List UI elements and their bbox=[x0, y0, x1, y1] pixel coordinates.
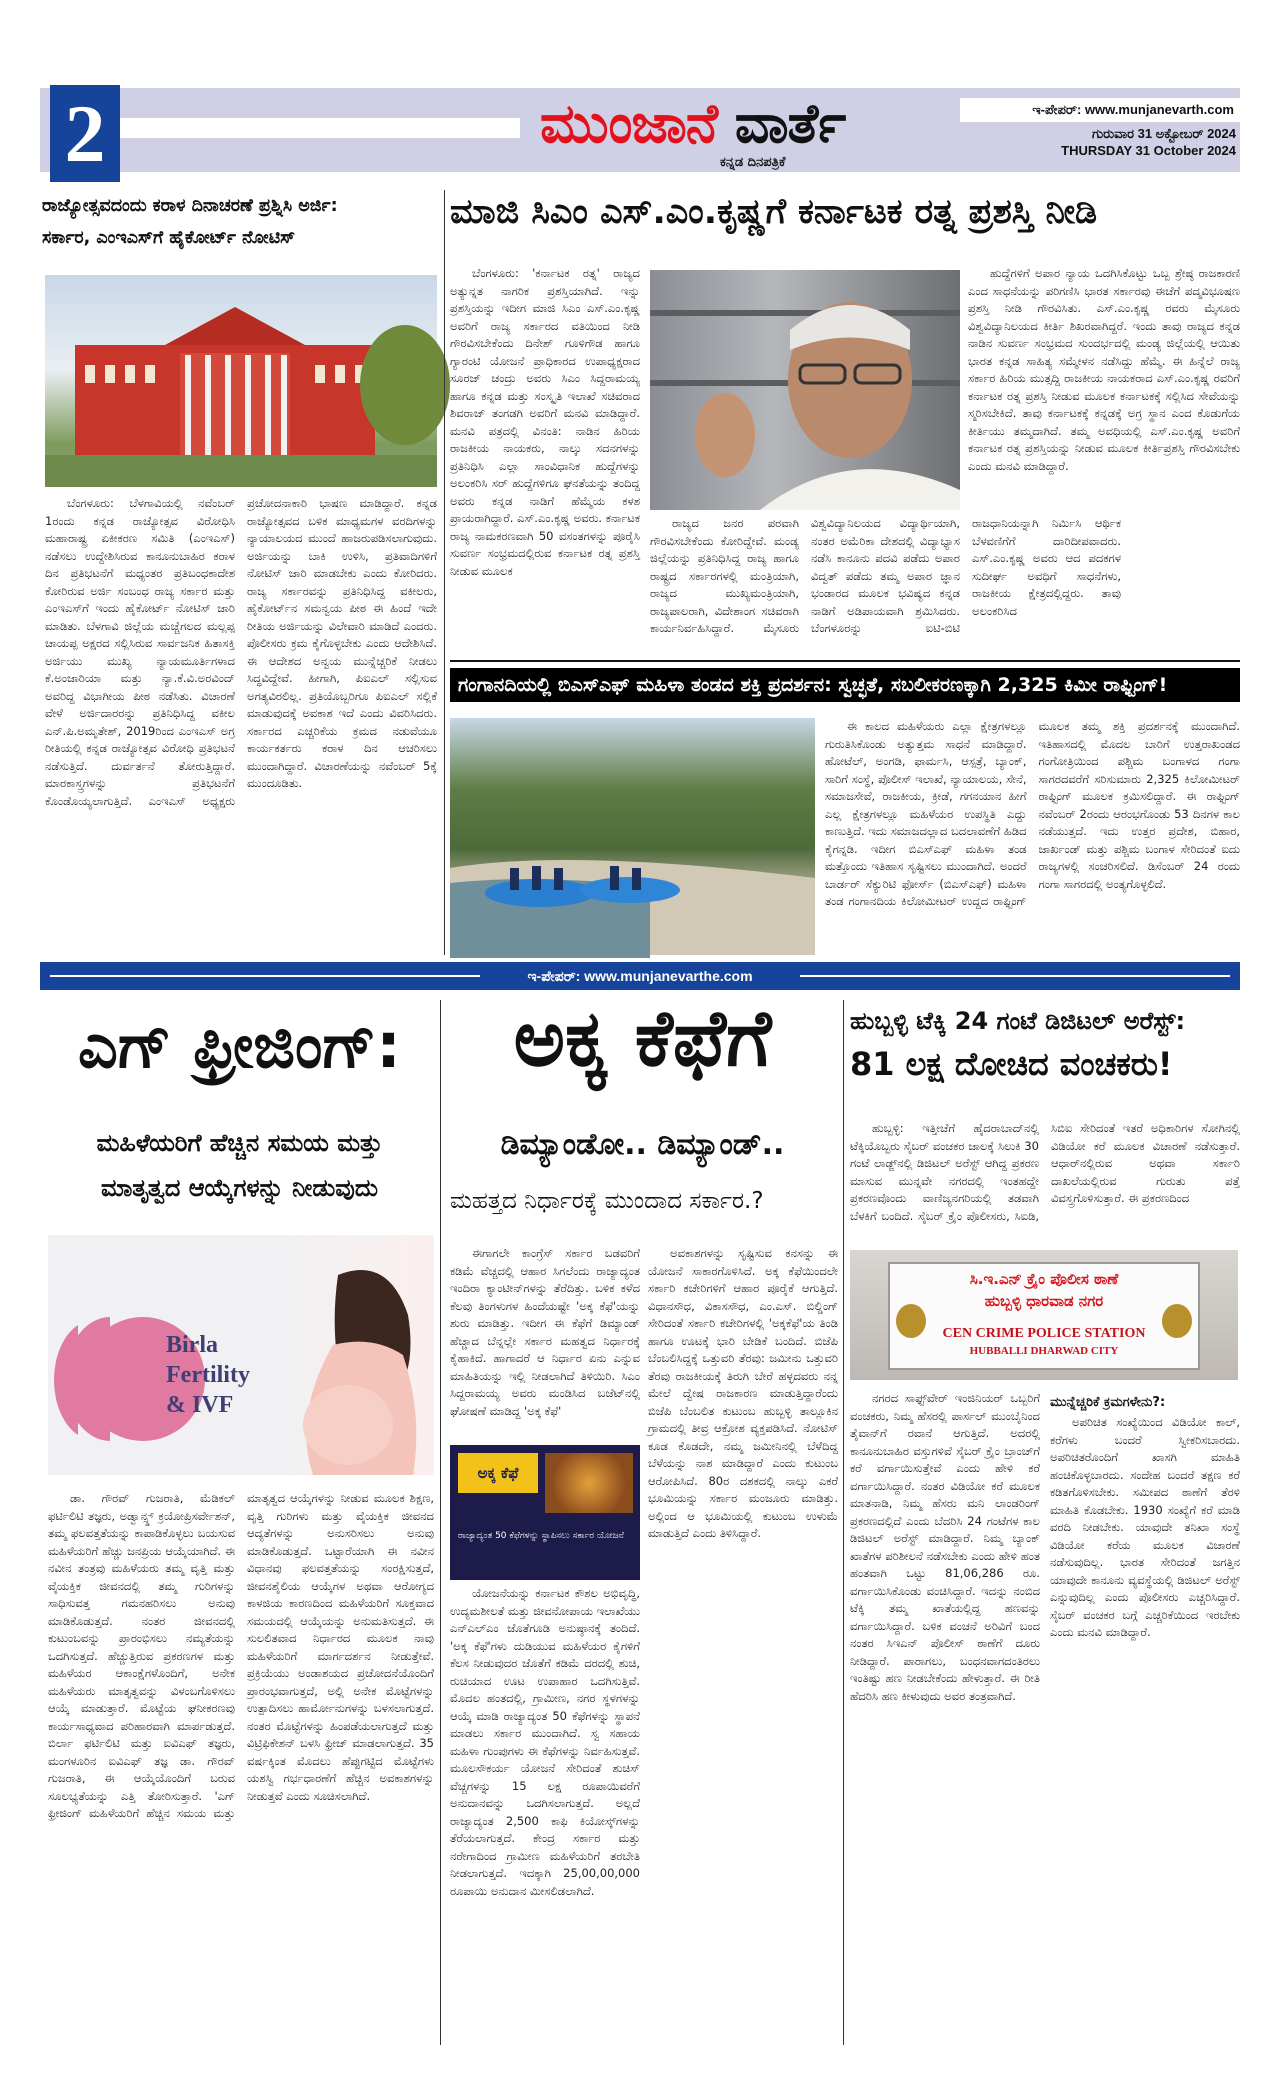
page-number: 2 bbox=[50, 85, 120, 182]
akka-cafe-inset-image bbox=[450, 1445, 640, 1580]
article-body-digital-arrest-3: ಅಪರಿಚಿತ ಸಂಖ್ಯೆಯಿಂದ ವಿಡಿಯೋ ಕಾಲ್, ಕರೆಗಳು ಬಂದರೆ ಸ್ವೀಕರಿಸಬಾರದು. ಅಪರಿಚಿತರೊಂದಿಗೆ ಖಾಸಗಿ ಮಾಹಿತಿ ಹಂಚಿಕೊಳ್ಳಬಾರದು. ಸಂದೇಹ ಬಂದರೆ ತಕ್ಷಣ ಕರೆ ಕಡಿತಗೊಳಿಸಬೇಕು. ಸಮೀಪದ ಠಾಣೆಗೆ ತೆರಳಿ ಮಾಹಿತಿ ಕೊಡಬೇಕು. 1930 ಸಂಖ್ಯೆಗೆ ಕರೆ ಮಾಡಿ ವರದಿ ನೀಡಬೇಕು. ಯಾವುದೇ ತನಿಖಾ ಸಂಸ್ಥೆ ವಿಡಿಯೋ ಕರೆಯ ಮೂಲಕ ವಿಚಾರಣೆ ನಡೆಸುವುದಿಲ್ಲ. ಭಾರತ ಸೇರಿದಂತೆ ಜಗತ್ತಿನ ಯಾವುದೇ ಕಾನೂನು ವ್ಯವಸ್ಥೆಯಲ್ಲಿ ಡಿಜಿಟಲ್ ಅರೆಸ್ಟ್ ಎನ್ನುವುದಿಲ್ಲ ಎಂದು ಪೊಲೀಸರು ಎಚ್ಚರಿಸಿದ್ದಾರೆ. ಸೈಬರ್ ವಂಚಕರ ಬಗ್ಗೆ ಎಚ್ಚರಿಕೆಯಿಂದ ಇರಬೇಕು ಎಂದು ಮನವಿ ಮಾಡಿದ್ದಾರೆ. bbox=[1050, 1415, 1240, 1639]
headline-digital-arrest-2: 81 ಲಕ್ಷ ದೋಚಿದ ವಂಚಕರು! bbox=[850, 1045, 1173, 1083]
logo-text-birla: Birla bbox=[166, 1332, 218, 1358]
column-divider bbox=[444, 190, 445, 955]
food-plate-icon bbox=[545, 1453, 633, 1513]
inset-title: ಅಕ್ಕ ಕೆಫೆ bbox=[458, 1453, 538, 1493]
article-body-akka-1: ಈಗಾಗಲೇ ಕಾಂಗ್ರೆಸ್ ಸರ್ಕಾರ ಬಡವರಿಗೆ ಕಡಿಮೆ ವೆಚ್ಚದಲ್ಲಿ ಆಹಾರ ಸಿಗಲೆಂದು ರಾಜ್ಯಾದ್ಯಂತ ಇಂದಿರಾ ಕ್ಯಾಂಟೀನ್‌ಗಳನ್ನು ತೆರೆದಿತ್ತು. ಬಳಿಕ ಕಳೆದ ಕೆಲವು ತಿಂಗಳುಗಳ ಹಿಂದೆಯಷ್ಟೇ 'ಅಕ್ಕ ಕೆಫೆ'ಯನ್ನು ಶುರು ಮಾಡಿತ್ತು. ಇದೀಗ ಈ ಕೆಫೆಗೆ ಡಿಮ್ಯಾಂಡ್ ಹೆಚ್ಚಾದ ಬೆನ್ನಲ್ಲೇ ಸರ್ಕಾರ ಮಹತ್ವದ ನಿರ್ಧಾರಕ್ಕೆ ಕೈಹಾಕಿದೆ. ಹಾಗಾದರೆ ಆ ನಿರ್ಧಾರ ಏನು ಎನ್ನುವ ಮಾಹಿತಿಯನ್ನು ಇಲ್ಲಿ ನೀಡಲಾಗಿದೆ ತಿಳಿಯಿರಿ. ಸಿಎಂ ಸಿದ್ದರಾಮಯ್ಯ ಅವರು ಮಂಡಿಸಿದ ಬಜೆಟ್‌ನಲ್ಲಿ ಘೋಷಣೆ ಮಾಡಿದ್ದ 'ಅಕ್ಕ ಕೆಫೆ' bbox=[450, 1246, 640, 1418]
subhead-akka-cafe: ಮಹತ್ತದ ನಿರ್ಧಾರಕ್ಕೆ ಮುಂದಾದ ಸರ್ಕಾರ.? bbox=[450, 1188, 764, 1214]
sign-english-2: HUBBALLI DHARWAD CITY bbox=[969, 1345, 1119, 1357]
high-court-photo bbox=[45, 275, 437, 487]
article-body-bsf: ಈ ಕಾಲದ ಮಹಿಳೆಯರು ಎಲ್ಲಾ ಕ್ಷೇತ್ರಗಳಲ್ಲೂ ಗುರುತಿಸಿಕೊಂಡು ಅತ್ಯುತ್ತಮ ಸಾಧನೆ ಮಾಡಿದ್ದಾರೆ. ಹೋಟೆಲ್, ಅಂಗಡಿ, ಫಾರ್ಮಸಿ, ಆಸ್ಪತ್ರೆ, ಬ್ಯಾಂಕ್, ಸಾರಿಗೆ ಸಂಸ್ಥೆ, ಪೊಲೀಸ್ ಇಲಾಖೆ, ನ್ಯಾಯಾಲಯ, ಸೇನೆ, ಸಮಾಜಸೇವೆ, ರಾಜಕೀಯ, ಕ್ರೀಡೆ, ಗಗನಯಾನ ಹೀಗೆ ಎಲ್ಲ ಕ್ಷೇತ್ರಗಳಲ್ಲೂ ಮಹಿಳೆಯರ ಉಪಸ್ಥಿತಿ ಎದ್ದು ಕಾಣುತ್ತಿದೆ. ಇದು ಸಮಾಜದಲ್ಲಾದ ಬದಲಾವಣೆಗೆ ಹಿಡಿದ ಕೈಗನ್ನಡಿ. ಇದೀಗ ಬಿಎಸ್‌ಎಫ್ ಮಹಿಳಾ ತಂಡ ಮತ್ತೊಂದು ಇತಿಹಾಸ ಸೃಷ್ಟಿಸಲು ಮುಂದಾಗಿದೆ. ಅಂದರೆ ಬಾರ್ಡರ್ ಸೆಕ್ಯುರಿಟಿ ಫೋರ್ಸ್ (ಬಿಎಸ್‌ಎಫ್) ಮಹಿಳಾ ತಂಡ ಗಂಗಾನದಿಯ ಕಿಲೋಮೀಟರ್ ಉದ್ದದ ರಾಫ್ಟಿಂಗ್ ಮೂಲಕ ತಮ್ಮ ಶಕ್ತಿ ಪ್ರದರ್ಶನಕ್ಕೆ ಮುಂದಾಗಿದೆ. ಇತಿಹಾಸದಲ್ಲಿ ಮೊದಲ ಬಾರಿಗೆ ಉತ್ತರಾಖಂಡದ ಗಂಗೋತ್ರಿಯಿಂದ ಪಶ್ಚಿಮ ಬಂಗಾಳದ ಗಂಗಾ ಸಾಗರದವರೆಗೆ ಸರಿಸುಮಾರು 2,325 ಕಿಲೋಮೀಟರ್ ರಾಫ್ಟಿಂಗ್ ಮೂಲಕ ಕ್ರಮಿಸಲಿದ್ದಾರೆ. ಈ ರಾಫ್ಟಿಂಗ್ ನವೆಂಬರ್ 2ರಂದು ಆರಂಭಗೊಂಡು 53 ದಿನಗಳ ಕಾಲ ನಡೆಯುತ್ತದೆ. ಇದು ಉತ್ತರ ಪ್ರದೇಶ, ಬಿಹಾರ, ಜಾರ್ಖಂಡ್ ಮತ್ತು ಪಶ್ಚಿಮ ಬಂಗಾಳ ಸೇರಿದಂತೆ ಐದು ರಾಜ್ಯಗಳಲ್ಲಿ ಸಂಚರಿಸಲಿದೆ. ಡಿಸೆಂಬರ್ 24 ರಂದು ಗಂಗಾ ಸಾಗರದಲ್ಲಿ ಅಂತ್ಯಗೊಳ್ಳಲಿದೆ. bbox=[825, 719, 1240, 908]
article-body-sm-krishna-right: ಹುದ್ದೆಗಳಿಗೆ ಅಪಾರ ನ್ಯಾಯ ಒದಗಿಸಿಕೊಟ್ಟು ಒಬ್ಬ ಶ್ರೇಷ್ಠ ರಾಜಕಾರಣಿ ಎಂದ ಸಾಧನೆಯನ್ನು ಪರಿಗಣಿಸಿ ಭಾರತ ಸರ್ಕಾರವು ಈಚೆಗೆ ಪದ್ಮವಿಭೂಷಣ ಪ್ರಶಸ್ತಿ ನೀಡಿ ಗೌರವಿಸಿತು. ಎಸ್.ಎಂ.ಕೃಷ್ಣ ರವರು ಮೈಸೂರು ವಿಶ್ವವಿದ್ಯಾನಿಲಯದ ಕೀರ್ತಿ ಶಿಖರವಾಗಿದ್ದರೆ. ಇಂದು ತಾವು ರಾಜ್ಯದ ಕನ್ನಡ ನಾಡಿನ ಸುವರ್ಣ ಸಂಭ್ರಮದ ಸುಂದರ್ಭದಲ್ಲಿ ಮಂಡ್ಯ ಜಿಲ್ಲೆಯಲ್ಲಿ ಆಯಿತು ಭಾರತ ಕನ್ನಡ ಸಾಹಿತ್ಯ ಸಮ್ಮೇಳನ ನಡೆಸಿದ್ದು ಹೆಮ್ಮೆ. ಈ ಹಿನ್ನೆಲೆ ರಾಜ್ಯ ಸರ್ಕಾರ ಹಿರಿಯ ಮುತ್ಸದ್ದಿ ರಾಜಕೀಯ ನಾಯಕರಾದ ಎಸ್.ಎಂ.ಕೃಷ್ಣ ರವರಿಗೆ ಕರ್ನಾಟಕ ರತ್ನ ಪ್ರಶಸ್ತಿ ನೀಡುವ ಮೂಲಕ ಕರ್ನಾಟಕಕ್ಕೆ ಸಲ್ಲಿಸಿದ ಸೇವೆಯನ್ನು ಸ್ಮರಿಸಬೇಕಿದೆ. ತಾವು ಕರ್ನಾಟಕಕ್ಕೆ ಕನ್ನಡಕ್ಕೆ ಅಗ್ರ ಸ್ಥಾನ ಎಂದ ಕೊಡುಗೆಯ ಕೀರ್ತಿಯು ತಮ್ಮದಾಗಿದೆ. ತಮ್ಮ ಅವಧಿಯಲ್ಲಿ ಎಸ್.ಎಂ.ಕೃಷ್ಣ ಅವರಿಗೆ ಕರ್ನಾಟಕ ರತ್ನ ಪ್ರಶಸ್ತಿಯನ್ನು ನೀಡುವ ಮೂಲಕ ಕೀರ್ತಿಪ್ರಶಸ್ತಿ ಗೌರವಿಸಬೇಕು ಎಂದು ಮನವಿ ಮಾಡಿದ್ದಾರೆ. bbox=[968, 266, 1240, 473]
headline-digital-arrest-1: ಹುಬ್ಬಳ್ಳಿ ಟೆಕ್ಕಿ 24 ಗಂಟೆ ಡಿಜಿಟಲ್ ಅರೆಸ್ಟ್: bbox=[850, 1007, 1186, 1035]
state-emblem-icon bbox=[1162, 1304, 1192, 1338]
column-divider bbox=[440, 1000, 441, 2045]
high-court-building-image bbox=[45, 275, 437, 487]
newspaper-logo bbox=[540, 92, 845, 156]
bar-line-left bbox=[50, 975, 480, 977]
bar-line-right bbox=[800, 975, 1230, 977]
bsf-rafting-photo bbox=[450, 718, 815, 955]
article-body-akka-3: ಅವಕಾಶಗಳನ್ನು ಸೃಷ್ಟಿಸುವ ಕನಸನ್ನು ಈ ಯೋಜನೆ ಸಾಕಾರಗೊಳಿಸಿದೆ. ಅಕ್ಕ ಕೆಫೆಯಿಂದಲೇ ಸರ್ಕಾರಿ ಕಚೇರಿಗಳಿಗೆ ಆಹಾರ ಪೂರೈಕೆ ಆಗುತ್ತಿದೆ. ವಿಧಾನಸೌಧ, ವಿಕಾಸಸೌಧ, ಎಂ.ಎಸ್. ಬಿಲ್ಡಿಂಗ್ ಸೇರಿದಂತೆ ಸರ್ಕಾರಿ ಕಚೇರಿಗಳಲ್ಲಿ 'ಅಕ್ಕಕೆಫೆ'ಯ ತಿಂಡಿ ಹಾಗೂ ಊಟಕ್ಕೆ ಭಾರಿ ಬೇಡಿಕೆ ಬಂದಿದೆ. ಬಿಜೆಪಿ ಬೆಂಬಲಿಸಿದ್ದಕ್ಕೆ ಒತ್ತುವರಿ ತೆರವು: ಜಮೀನು ಒತ್ತುವರಿ ತೆರವು ರಾಜಕೀಯಕ್ಕೆ ತಿರುಗಿ ಬೇರೆ ಹಳ್ಳದವರು ನನ್ನ ಮೇಲೆ ದ್ವೇಷ ರಾಜಕಾರಣ ಮಾಡುತ್ತಿದ್ದಾರೆಂದು ಬಿಜೆಪಿ ಬೆಂಬಲಿತ ಕುಟುಂಬ ಹುಬ್ಬಳ್ಳಿ ತಾಲ್ಲೂಕಿನ ಗ್ರಾಮದಲ್ಲಿ ತೀವ್ರ ಆಕ್ರೋಶ ವ್ಯಕ್ತಪಡಿಸಿದೆ. ನೋಟಿಸ್ ಕೂಡ ಕೊಡದೇ, ನಮ್ಮ ಜಮೀನಿನಲ್ಲಿ ಬೆಳೆದಿದ್ದ ಬೆಳೆಯನ್ನು ನಾಶ ಮಾಡಿದ್ದಾರೆ ಎಂದು ಕುಟುಂಬ ಆರೋಪಿಸಿದೆ. 80ರ ದಶಕದಲ್ಲಿ ನಾಲ್ಕು ಎಕರೆ ಭೂಮಿಯನ್ನು ಸರ್ಕಾರ ಮಂಜೂರು ಮಾಡಿತ್ತು. ಅಲ್ಲಿಂದ ಆ ಭೂಮಿಯಲ್ಲಿ ಕುಟುಂಬ ಉಳುಮೆ ಮಾಡುತ್ತಿದೆ ಎಂದು ತಿಳಿಸಿದ್ದಾರೆ. bbox=[648, 1246, 838, 1540]
sign-kannada-1: ಸಿ.ಇ.ಎನ್ ಕ್ರೈಂ ಪೊಲೀಸ ಠಾಣೆ bbox=[969, 1270, 1119, 1288]
headline-akka-cafe-2: ಡಿಮ್ಯಾಂಡೋ.. ಡಿಮ್ಯಾಂಡ್.. bbox=[500, 1127, 785, 1162]
sign-kannada-2: ಹುಬ್ಬಳ್ಳಿ ಧಾರವಾಡ ನಗರ bbox=[984, 1292, 1104, 1310]
subhead-egg-freezing-2: ಮಾತೃತ್ವದ ಆಯ್ಕೆಗಳನ್ನು ನೀಡುವುದು bbox=[101, 1174, 378, 1202]
article-column-digital-arrest-3 bbox=[1050, 1390, 1240, 2045]
birla-fertility-image bbox=[48, 1235, 434, 1475]
article-body-digital-arrest-2: ನಗರದ ಸಾಫ್ಟ್‌ವೇರ್ ಇಂಜಿನಿಯರ್ ಒಬ್ಬರಿಗೆ ವಂಚಕರು, ನಿಮ್ಮ ಹೆಸರಲ್ಲಿ ಪಾರ್ಸಲ್ ಮುಂಬೈನಿಂದ ತೈವಾನ್‌ಗೆ ರವಾನೆ ಆಗುತ್ತಿದೆ. ಅದರಲ್ಲಿ ಕಾನೂನುಬಾಹಿರ ವಸ್ತುಗಳಿವೆ ಸೈಬರ್ ಕ್ರೈಂ ಬ್ರಾಂಚ್‌ಗೆ ಕರೆ ವರ್ಗಾಯಿಸುತ್ತೇವೆ ಎಂದು ಹೇಳಿ ಕರೆ ವರ್ಗಾಯಿಸಿದ್ದಾರೆ. ನಂತರ ವಿಡಿಯೋ ಕರೆ ಮೂಲಕ ಮಾತನಾಡಿ, ನಿಮ್ಮ ಹೆಸರು ಮನಿ ಲಾಂಡರಿಂಗ್ ಪ್ರಕರಣದಲ್ಲಿದೆ ಎಂದು ಬೆದರಿಸಿ 24 ಗಂಟೆಗಳ ಕಾಲ ಡಿಜಿಟಲ್ ಅರೆಸ್ಟ್ ಮಾಡಿದ್ದಾರೆ. ನಿಮ್ಮ ಬ್ಯಾಂಕ್ ಖಾತೆಗಳ ಪರಿಶೀಲನೆ ನಡೆಸಬೇಕು ಎಂದು ಹೇಳಿ ಹಂತ ಹಂತವಾಗಿ ಒಟ್ಟು 81,06,286 ರೂ. ವರ್ಗಾಯಿಸಿಕೊಂಡು ವಂಚಿಸಿದ್ದಾರೆ. ಇದನ್ನು ನಂಬಿದ ಟೆಕ್ಕಿ ತಮ್ಮ ಖಾತೆಯಲ್ಲಿದ್ದ ಹಣವನ್ನು ವರ್ಗಾಯಿಸಿದ್ದಾರೆ. ಬಳಿಕ ವಂಚನೆ ಅರಿವಿಗೆ ಬಂದ ನಂತರ ಸಿಇಎನ್ ಪೊಲೀಸ್ ಠಾಣೆಗೆ ದೂರು ನೀಡಿದ್ದಾರೆ. ಪಾರಾಗಲು, ಬಂಧನವಾಗದಂತಿರಲು ಇಂತಿಷ್ಟು ಹಣ ನೀಡಬೇಕೆಂದು ಹೇಳುತ್ತಾರೆ. ಈ ರೀತಿ ಹೆದರಿಸಿ ಹಣ ಕೀಳುವುದು ಅವರ ತಂತ್ರವಾಗಿದೆ. bbox=[850, 1391, 1040, 1703]
subhead-precautions: ಮುನ್ನೆಚ್ಚರಿಕೆ ಕ್ರಮಗಳೇನು?: bbox=[1050, 1395, 1166, 1410]
date-kannada: ಗುರುವಾರ 31 ಅಕ್ಟೋಬರ್ 2024 bbox=[1091, 126, 1236, 141]
state-emblem-icon bbox=[896, 1304, 926, 1338]
rule bbox=[450, 660, 1240, 662]
masthead-stripe bbox=[120, 118, 520, 138]
article-body-egg-freezing: ಡಾ. ಗೌರವ್ ಗುಜರಾತಿ, ಮೆಡಿಕಲ್ ಫರ್ಟಿಲಿಟಿ ತಜ್ಞರು, ಅಡ್ವಾನ್ಸ್ಡ್ ಕ್ರಯೋಪ್ರಿಸರ್ವೇಶನ್, ತಮ್ಮ ಫಲವತ್ತತೆಯನ್ನು ಕಾಪಾಡಿಕೊಳ್ಳಲು ಬಯಸುವ ಮಹಿಳೆಯರಿಗೆ ಹೆಚ್ಚು ಜನಪ್ರಿಯ ಆಯ್ಕೆಯಾಗಿದೆ. ಈ ನವೀನ ತಂತ್ರವು ಮಹಿಳೆಯರು ತಮ್ಮ ವೃತ್ತಿ ಮತ್ತು ವೈಯಕ್ತಿಕ ಜೀವನದಲ್ಲಿ ತಮ್ಮ ಗುರಿಗಳನ್ನು ಸಾಧಿಸುವತ್ತ ಗಮನಹರಿಸಲು ಅನುವು ಮಾಡಿಕೊಡುತ್ತದೆ. ನಂತರ ಜೀವನದಲ್ಲಿ ಕುಟುಂಬವನ್ನು ಪ್ರಾರಂಭಿಸಲು ನಮ್ಯತೆಯನ್ನು ಒದಗಿಸುತ್ತದೆ. ಹೆಚ್ಚುತ್ತಿರುವ ಪ್ರಕರಣಗಳ ಮತ್ತು ಮಹಿಳೆಯರ ಆಕಾಂಕ್ಷೆಗಳೊಂದಿಗೆ, ಅನೇಕ ಮಹಿಳೆಯರು ಮಾತೃತ್ವವನ್ನು ವಿಳಂಬಗೊಳಿಸಲು ಆಯ್ಕೆ ಮಾಡುತ್ತಾರೆ. ಮೊಟ್ಟೆಯ ಘನೀಕರಣವು ಕಾರ್ಯಸಾಧ್ಯವಾದ ಪರಿಹಾರವಾಗಿ ಮಾರ್ಪಡುತ್ತದೆ. ಬಿರ್ಲಾ ಫರ್ಟಿಲಿಟಿ ಮತ್ತು ಐವಿಎಫ್ ತಜ್ಞರು, ಮಂಗಳೂರಿನ ಐವಿಎಫ್ ತಜ್ಞ ಡಾ. ಗೌರವ್ ಗುಜರಾತಿ, ಈ ಆಯ್ಕೆಯೊಂದಿಗೆ ಬರುವ ಸೂಲಭ್ಯತೆಯನ್ನು ಎತ್ತಿ ತೋರಿಸುತ್ತಾರೆ. 'ಎಗ್ ಫ್ರೀಜಿಂಗ್ ಮಹಿಳೆಯರಿಗೆ ಹೆಚ್ಚಿನ ಸಮಯ ಮತ್ತು ಮಾತೃತ್ವದ ಆಯ್ಕೆಗಳನ್ನು ನೀಡುವ ಮೂಲಕ ಶಿಕ್ಷಣ, ವೃತ್ತಿ ಗುರಿಗಳು ಮತ್ತು ವೈಯಕ್ತಿಕ ಜೀವನದ ಆದ್ಯತೆಗಳನ್ನು ಅನುಸರಿಸಲು ಅನುವು ಮಾಡಿಕೊಡುತ್ತದೆ. ಒಟ್ಟಾರೆಯಾಗಿ ಈ ನವೀನ ವಿಧಾನವು ಫಲವತ್ತತೆಯನ್ನು ಸಂರಕ್ಷಿಸುತ್ತದೆ, ಜೀವನಶೈಲಿಯ ಆಯ್ಕೆಗಳ ಅಥವಾ ಆರೋಗ್ಯದ ಕಾಳಜಿಯ ಕಾರಣದಿಂದ ಮಹಿಳೆಯರಿಗೆ ಸೂಕ್ತವಾದ ಸಮಯದಲ್ಲಿ ಆಯ್ಕೆಯನ್ನು ಅನುಮತಿಸುತ್ತದೆ. ಈ ಸುಲಲಿತವಾದ ನಿರ್ಧಾರದ ಮೂಲಕ ನಾವು ಮಹಿಳೆಯರಿಗೆ ಮಾರ್ಗದರ್ಶನ ನೀಡುತ್ತೇವೆ. ಪ್ರಕ್ರಿಯೆಯು ಅಂಡಾಶಯದ ಪ್ರಚೋದನೆಯೊಂದಿಗೆ ಪ್ರಾರಂಭವಾಗುತ್ತದೆ, ಅಲ್ಲಿ ಅನೇಕ ಮೊಟ್ಟೆಗಳನ್ನು ಉತ್ಪಾದಿಸಲು ಹಾರ್ಮೋನುಗಳನ್ನು ಬಳಸಲಾಗುತ್ತದೆ. ನಂತರ ಮೊಟ್ಟೆಗಳನ್ನು ಹಿಂಪಡೆಯಲಾಗುತ್ತದೆ ಮತ್ತು ವಿಟ್ರಿಫಿಕೇಶನ್ ಬಳಸಿ ಫ್ರೀಜ್ ಮಾಡಲಾಗುತ್ತದೆ. 35 ವರ್ಷಕ್ಕಿಂತ ಮೊದಲು ಹೆಪ್ಪುಗಟ್ಟಿದ ಮೊಟ್ಟೆಗಳು ಯಶಸ್ವಿ ಗರ್ಭಧಾರಣೆಗೆ ಹೆಚ್ಚಿನ ಅವಕಾಶಗಳನ್ನು ನೀಡುತ್ತವೆ ಎಂದು ಸೂಚಿಸಲಾಗಿದೆ. bbox=[48, 1491, 434, 1820]
logo-text-ivf: & IVF bbox=[166, 1392, 234, 1418]
headline-high-court-1: ರಾಜ್ಯೋತ್ಸವದಂದು ಕರಾಳ ದಿನಾಚರಣೆ ಪ್ರಶ್ನಿಸಿ ಅರ್ಜಿ: bbox=[42, 196, 338, 216]
tagline: ಕನ್ನಡ ದಿನಪತ್ರಿಕೆ bbox=[720, 155, 786, 170]
rafting-image bbox=[450, 718, 815, 955]
epaper-divider-link[interactable]: ಇ-ಪೇಪರ್: www.munjanevarthe.com bbox=[527, 968, 753, 984]
portrait-image bbox=[650, 270, 960, 510]
sm-krishna-photo bbox=[650, 270, 960, 510]
logo-text-fertility: Fertility bbox=[166, 1362, 250, 1388]
epaper-link[interactable]: ಇ-ಪೇಪರ್: www.munjanevarth.com bbox=[960, 98, 1240, 122]
column-divider bbox=[843, 1000, 844, 2045]
headline-akka-cafe: ಅಕ್ಕ ಕೆಫೆಗೆ bbox=[513, 994, 772, 1084]
police-station-sign-photo bbox=[850, 1250, 1238, 1380]
inset-caption: ರಾಜ್ಯಾದ್ಯಂತ 50 ಕೆಫೆಗಳನ್ನು ಸ್ಥಾಪಿಸಲು ಸರ್ಕಾರ ಯೋಜನೆ bbox=[458, 1531, 624, 1541]
article-body-high-court: ಬೆಂಗಳೂರು: ಬೆಳಗಾವಿಯಲ್ಲಿ ನವೆಂಬರ್ 1ರಂದು ಕನ್ನಡ ರಾಜ್ಯೋತ್ಸವ ವಿರೋಧಿಸಿ ಮಹಾರಾಷ್ಟ್ರ ಏಕೀಕರಣ ಸಮಿತಿ (ಎಂಇಎಸ್) ನಡೆಸಲು ಉದ್ದೇಶಿಸಿರುವ ಕಾನೂನುಬಾಹಿರ ಕರಾಳ ದಿನ ಪ್ರತಿಭಟನೆಗೆ ಮಧ್ಯಂತರ ಪ್ರತಿಬಂಧಕಾದೇಶ ಕೋರಿರುವ ಅರ್ಜಿ ಸಂಬಂಧ ರಾಜ್ಯ ಸರ್ಕಾರ ಮತ್ತು ಎಂಇಎಸ್‌ಗೆ ಇಂದು ಹೈಕೋರ್ಟ್ ನೋಟಿಸ್ ಜಾರಿ ಮಾಡಿತು. ಬೆಳಗಾವಿ ಜಿಲ್ಲೆಯ ಮಚ್ಚೆಗಲದ ಮಲ್ಲಪ್ಪ ಚಾಯಪ್ಪ ಅಕ್ಷರದ ಸಲ್ಲಿಸಿರುವ ಸಾರ್ವಜನಿಕ ಹಿತಾಸಕ್ತಿ ಅರ್ಜಿಯು ಮುಖ್ಯ ನ್ಯಾಯಮೂರ್ತಿಗಳಾದ ಕೆ.ಅಂಜಾರಿಯಾ ಮತ್ತು ನ್ಯಾ.ಕೆ.ವಿ.ಅರವಿಂದ್ ಅವರಿದ್ದ ವಿಭಾಗೀಯ ಪೀಠ ನಡೆಸಿತು. ವಿಚಾರಣೆ ವೇಳೆ ಅರ್ಜಿದಾರರನ್ನು ಪ್ರತಿನಿಧಿಸಿದ್ದ ವಕೀಲ ಎನ್.ಪಿ.ಅಮೃತೇಶ್, 2019ರಿಂದ ಎಂಇಎಸ್ ಅಗ್ರ ರೀತಿಯಲ್ಲಿ ಕನ್ನಡ ರಾಜ್ಯೋತ್ಸವ ವಿರೋಧಿ ಪ್ರತಿಭಟನೆ ನಡೆಸುತ್ತಿದೆ. ದುರ್ವರ್ತನೆ ತೋರುತ್ತಿದ್ದಾರೆ. ಮಾರಕಾಸ್ತ್ರಗಳನ್ನು ಪ್ರತಿಭಟನೆಗೆ ಕೊಂಡೊಯ್ಯಲಾಗುತ್ತಿದೆ. ಎಂಇಎಸ್ ಅಧ್ಯಕ್ಷರು ಪ್ರಚೋದನಾಕಾರಿ ಭಾಷಣ ಮಾಡಿದ್ದಾರೆ. ಕನ್ನಡ ರಾಜ್ಯೋತ್ಸವದ ಬಳಿಕ ಮಾಧ್ಯಮಗಳ ವರದಿಗಳನ್ನು ನ್ಯಾಯಾಲಯದ ಮುಂದೆ ಹಾಜರುಪಡಿಸಲಾಗುವುದು. ಅರ್ಜಿಯನ್ನು ಬಾಕಿ ಉಳಿಸಿ, ಪ್ರತಿವಾದಿಗಳಿಗೆ ನೋಟಿಸ್ ಜಾರಿ ಮಾಡಬೇಕು ಎಂದು ಕೋರಿದರು. ರಾಜ್ಯ ಸರ್ಕಾರವನ್ನು ಪ್ರತಿನಿಧಿಸಿದ್ದ ವಕೀಲರು, ಹೈಕೋರ್ಟ್‌ನ ಸಮನ್ವಯ ಪೀಠ ಈ ಹಿಂದೆ ಇದೇ ರೀತಿಯ ಅರ್ಜಿಯನ್ನು ವಿಲೇವಾರಿ ಮಾಡಿದೆ ಎಂದರು. ಪೊಲೀಸರು ಕ್ರಮ ಕೈಗೊಳ್ಳಬೇಕು ಎಂದು ಆದೇಶಿಸಿದೆ. ಈ ಆದೇಶದ ಅನ್ವಯ ಮುನ್ನೆಚ್ಚರಿಕೆ ನೀಡಲು ಸಿದ್ಧವಿದ್ದೇವೆ. ಹೀಗಾಗಿ, ಪಿಐಎಲ್ ಸಲ್ಲಿಸುವ ಅಗತ್ಯವಿರಲಿಲ್ಲ. ಪ್ರತಿಯೊಬ್ಬರಿಗೂ ಪಿಐಎಲ್ ಸಲ್ಲಿಕೆ ಮಾಡುವುದಕ್ಕೆ ಅವಕಾಶ ಇದೆ ಎಂದು ವಿವರಿಸಿದರು. ಸರ್ಕಾರದ ಎಚ್ಚರಿಕೆಯ ಕ್ರಮದ ನಡುವೆಯೂ ಕಾರ್ಯಕರ್ತರು ಕರಾಳ ದಿನ ಆಚರಿಸಲು ಮುಂದಾಗಿದ್ದಾರೆ. ವಿಚಾರಣೆಯನ್ನು ನವೆಂಬರ್ 5ಕ್ಕೆ ಮುಂದೂಡಿತು. bbox=[45, 496, 437, 808]
logo-black: ವಾರ್ತೆ bbox=[734, 92, 846, 155]
article-body-akka-2: ಯೋಜನೆಯನ್ನು ಕರ್ನಾಟಕ ಕೌಶಲ ಅಭಿವೃದ್ಧಿ, ಉದ್ಯಮಶೀಲತೆ ಮತ್ತು ಜೀವನೋಪಾಯ ಇಲಾಖೆಯು ಎನ್‌ಎಲ್‌ಎಂ ಜೊತೆಗೂಡಿ ಅನುಷ್ಠಾನಕ್ಕೆ ತಂದಿದೆ. 'ಅಕ್ಕ ಕೆಫೆ'ಗಳು ದುಡಿಯುವ ಮಹಿಳೆಯರ ಕೈಗಳಿಗೆ ಕೆಲಸ ನೀಡುವುದರ ಜೊತೆಗೆ ಕಡಿಮೆ ದರದಲ್ಲಿ ಶುಚಿ, ರುಚಿಯಾದ ಊಟ ಉಪಾಹಾರ ಒದಗಿಸುತ್ತಿವೆ. ಮೊದಲ ಹಂತದಲ್ಲಿ, ಗ್ರಾಮೀಣ, ನಗರ ಸ್ಥಳಗಳನ್ನು ಆಯ್ಕೆ ಮಾಡಿ ರಾಜ್ಯಾದ್ಯಂತ 50 ಕೆಫೆಗಳನ್ನು ಸ್ಥಾಪನೆ ಮಾಡಲು ಸರ್ಕಾರ ಮುಂದಾಗಿದೆ. ಸ್ವ ಸಹಾಯ ಮಹಿಳಾ ಗುಂಪುಗಳು ಈ ಕೆಫೆಗಳನ್ನು ನಿರ್ವಹಿಸುತ್ತವೆ. ಮೂಲಸೌಕರ್ಯ ಯೋಜನೆ ಸೇರಿದಂತೆ ಶುಚಿಸ್ ವೆಚ್ಚಗಳನ್ನು 15 ಲಕ್ಷ ರೂಪಾಯಿವರೆಗೆ ಅನುದಾನವನ್ನು ಒದಗಿಸಲಾಗುತ್ತದೆ. ಅಲ್ಲದೆ ರಾಜ್ಯಾದ್ಯಂತ 2,500 ಕಾಫಿ ಕಿಯೋಸ್ಕ್‌ಗಳನ್ನು ತೆರೆಯಲಾಗುತ್ತದೆ. ಕೇಂದ್ರ ಸರ್ಕಾರ ಮತ್ತು ನರೇಗಾದಿಂದ ಗ್ರಾಮೀಣ ಮಹಿಳೆಯರಿಗೆ ತರಬೇತಿ ನೀಡಲಾಗುತ್ತದೆ. ಇದಕ್ಕಾಗಿ 25,00,00,000 ರೂಪಾಯಿ ಅನುದಾನ ಮೀಸಲಿಡಲಾಗಿದೆ. bbox=[450, 1586, 640, 1898]
epaper-divider-bar bbox=[40, 962, 1240, 990]
logo-red: ಮುಂಜಾನೆ bbox=[540, 92, 717, 155]
sign-english-1: CEN CRIME POLICE STATION bbox=[942, 1326, 1146, 1341]
sign-board bbox=[888, 1262, 1200, 1370]
headline-egg-freezing: ಎಗ್ ಫ್ರೀಜಿಂಗ್: bbox=[78, 1009, 401, 1082]
article-body-sm-krishna-middle: ರಾಜ್ಯದ ಜನರ ಪರವಾಗಿ ಗೌರವಿಸಬೇಕೆಂದು ಕೋರಿದ್ದೇವೆ. ಮಂಡ್ಯ ಜಿಲ್ಲೆಯನ್ನು ಪ್ರತಿನಿಧಿಸಿದ್ದ ರಾಜ್ಯ ಹಾಗೂ ರಾಷ್ಟ್ರದ ಸರ್ಕಾರಗಳಲ್ಲಿ ಮಂತ್ರಿಯಾಗಿ, ರಾಜ್ಯದ ಮುಖ್ಯಮಂತ್ರಿಯಾಗಿ, ರಾಜ್ಯಪಾಲರಾಗಿ, ವಿದೇಶಾಂಗ ಸಚಿವರಾಗಿ ಕಾರ್ಯನಿರ್ವಹಿಸಿದ್ದಾರೆ. ಮೈಸೂರು ವಿಶ್ವವಿದ್ಯಾನಿಲಯದ ವಿದ್ಯಾರ್ಥಿಯಾಗಿ, ನಂತರ ಅಮೆರಿಕಾ ದೇಶದಲ್ಲಿ ವಿದ್ಯಾಭ್ಯಾಸ ನಡೆಸಿ ಕಾನೂನು ಪದವಿ ಪಡೆದು ಅಪಾರ ವಿದ್ವತ್ ಪಡೆದು ತಮ್ಮ ಅಪಾರ ಜ್ಞಾನ ಭಂಡಾರದ ಮೂಲಕ ಭವಿಷ್ಯದ ಕನ್ನಡ ನಾಡಿಗೆ ಅಡಿಪಾಯವಾಗಿ ಶ್ರಮಿಸಿದರು. ಬೆಂಗಳೂರನ್ನು ಐಟಿ-ಬಿಟಿ ರಾಜಧಾನಿಯನ್ನಾಗಿ ನಿರ್ಮಿಸಿ ಆರ್ಥಿಕ ಬೆಳವಣಿಗೆಗೆ ದಾರಿದೀಪವಾದರು. ಎಸ್.ಎಂ.ಕೃಷ್ಣ ಅವರು ಆದ ಪದಕಗಳ ಸುದೀರ್ಘ ಅವಧಿಗೆ ಸಾಧನೆಗಳು, ರಾಜಕೀಯ ಕ್ಷೇತ್ರದಲ್ಲಿದ್ದರು. ತಾವು ಅಲಂಕರಿಸಿದ bbox=[650, 516, 1121, 635]
headline-bsf-rafting: ಗಂಗಾನದಿಯಲ್ಲಿ ಬಿಎಸ್‌ಎಫ್ ಮಹಿಳಾ ತಂಡದ ಶಕ್ತಿ ಪ್ರದರ್ಶನ: ಸ್ವಚ್ಛತೆ, ಸಬಲೀಕರಣಕ್ಕಾಗಿ 2,325 ಕಿಮೀ ರಾಫ್ಟಿಂಗ್! bbox=[450, 668, 1240, 702]
headline-sm-krishna: ಮಾಜಿ ಸಿಎಂ ಎಸ್.ಎಂ.ಕೃಷ್ಣಗೆ ಕರ್ನಾಟಕ ರತ್ನ ಪ್ರಶಸ್ತಿ ನೀಡಿ bbox=[450, 192, 1098, 232]
article-body-digital-arrest-1: ಹುಬ್ಬಳ್ಳಿ: ಇತ್ತೀಚೆಗೆ ಹೈದರಾಬಾದ್‌ನಲ್ಲಿ ಟೆಕ್ಕಿಯೊಬ್ಬರು ಸೈಬರ್ ವಂಚಕರ ಜಾಲಕ್ಕೆ ಸಿಲುಕಿ 30 ಗಂಟೆ ಲಾಡ್ಜ್‌ನಲ್ಲಿ ಡಿಜಿಟಲ್ ಅರೆಸ್ಟ್ ಆಗಿದ್ದ ಪ್ರಕರಣ ಮಾಸುವ ಮುನ್ನವೇ ನಗರದಲ್ಲಿ ಇಂತಹದ್ದೇ ಪ್ರಕರಣವೊಂದು ವಾಣಿಜ್ಯನಗರಿಯಲ್ಲಿ ತಡವಾಗಿ ಬೆಳಕಿಗೆ ಬಂದಿದೆ. ಸೈಬರ್ ಕ್ರೈಂ ಪೊಲೀಸರು, ಸಿಐಡಿ, ಸಿಬಿಐ ಸೇರಿದಂತೆ ಇತರೆ ಅಧಿಕಾರಿಗಳ ಸೋಗಿನಲ್ಲಿ ವಿಡಿಯೋ ಕರೆ ಮೂಲಕ ವಿಚಾರಣೆ ನಡೆಸುತ್ತಾರೆ. ಆಧಾರ್‌ನಲ್ಲಿರುವ ಅಥವಾ ಸರ್ಕಾರಿ ದಾಖಲೆಯಲ್ಲಿರುವ ಗುರುತು ಪತ್ತೆ ವಿವಸ್ತ್ರಗೊಳಿಸುತ್ತಾರೆ. ಈ ಪ್ರಕರಣದಿಂದ bbox=[850, 1121, 1240, 1223]
article-body-sm-krishna-left: ಬೆಂಗಳೂರು: 'ಕರ್ನಾಟಕ ರತ್ನ' ರಾಜ್ಯದ ಅತ್ಯುನ್ನತ ನಾಗರಿಕ ಪ್ರಶಸ್ತಿಯಾಗಿದೆ. ಇನ್ನು ಪ್ರಶಸ್ತಿಯನ್ನು ಇದೀಗ ಮಾಜಿ ಸಿಎಂ ಎಸ್.ಎಂ.ಕೃಷ್ಣ ಅವರಿಗೆ ರಾಜ್ಯ ಸರ್ಕಾರದ ವತಿಯಿಂದ ನೀಡಿ ಗೌರವಿಸಬೇಕೆಂದು ದಿನೇಶ್ ಗೂಳಿಗೌಡ ಹಾಗೂ ಗ್ಯಾರಂಟಿ ಯೋಜನೆ ಪ್ರಾಧಿಕಾರದ ಉಪಾಧ್ಯಕ್ಷರಾದ ಸೂರಜ್ ಚಂದ್ರು ಅವರು ಸಿಎಂ ಸಿದ್ದರಾಮಯ್ಯ ಹಾಗೂ ಕನ್ನಡ ಮತ್ತು ಸಂಸ್ಕೃತಿ ಇಲಾಖೆ ಸಚಿವರಾದ ಶಿವರಾಜ್ ತಂಗಡಗಿ ಅವರಿಗೆ ಮನವಿ ಮಾಡಿದ್ದಾರೆ. ಮನವಿ ಪತ್ರದಲ್ಲಿ ವಿನಂತಿ: ನಾಡಿನ ಹಿರಿಯ ರಾಜಕೀಯ ನಾಯಕರು, ನಾಲ್ಕು ಸದನಗಳನ್ನು ಪ್ರತಿನಿಧಿಸಿ ಎಲ್ಲಾ ಸಾಂವಿಧಾನಿಕ ಹುದ್ದೆಗಳನ್ನು ಅಲಂಕರಿಸಿ ಸರ್ ಹುದ್ದೆಗಳಿಗೂ ಘನತೆಯನ್ನು ತಂದಿದ್ದ ಅವರು ಕನ್ನಡ ನಾಡಿಗೆ ಹೆಮ್ಮೆಯ ಕಳಶ ಪ್ರಾಯರಾಗಿದ್ದಾರೆ. ಎಸ್.ಎಂ.ಕೃಷ್ಣ ಅವರು. ಕರ್ನಾಟಕ ರಾಜ್ಯ ನಾಮಕರಣವಾಗಿ 50 ವಸಂತಗಳನ್ನು ಪೂರೈಸಿ ಸುವರ್ಣ ಸಂಭ್ರಮದಲ್ಲಿರುವ ಕರ್ನಾಟಕ ರತ್ನ ಪ್ರಶಸ್ತಿ ನೀಡುವ ಮೂಲಕ bbox=[450, 266, 640, 578]
subhead-egg-freezing-1: ಮಹಿಳೆಯರಿಗೆ ಹೆಚ್ಚಿನ ಸಮಯ ಮತ್ತು bbox=[96, 1129, 383, 1157]
headline-high-court-2: ಸರ್ಕಾರ, ಎಂಇಎಸ್‌ಗೆ ಹೈಕೋರ್ಟ್ ನೋಟಿಸ್ bbox=[42, 228, 296, 248]
date-english: THURSDAY 31 October 2024 bbox=[1061, 143, 1236, 158]
